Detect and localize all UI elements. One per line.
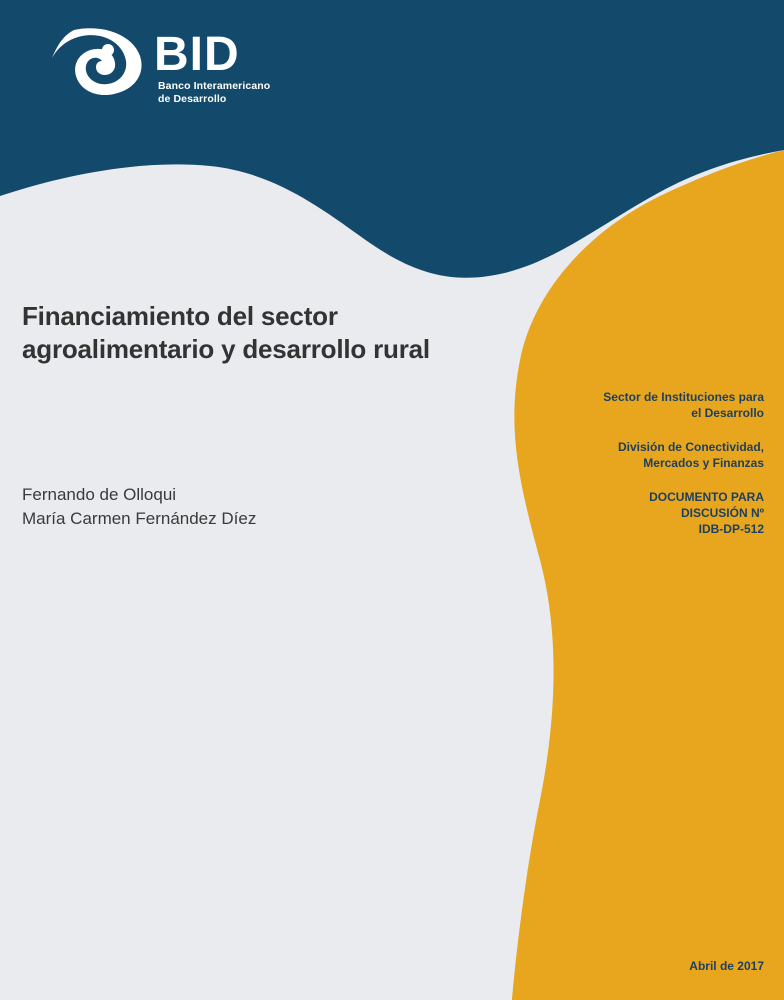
doc-type-line2: DISCUSIÓN Nº xyxy=(680,506,764,520)
sector-block xyxy=(524,389,764,421)
sector-line2: el Desarrollo xyxy=(691,406,764,420)
publication-date: Abril de 2017 xyxy=(689,959,764,973)
document-number-block xyxy=(524,489,764,537)
doc-type-line1: DOCUMENTO PARA xyxy=(649,490,764,504)
author-list xyxy=(22,483,462,531)
author-name: Fernando de Olloqui xyxy=(22,485,177,504)
author-name: María Carmen Fernández Díez xyxy=(22,509,257,528)
doc-number: IDB-DP-512 xyxy=(698,522,764,536)
page-title: Financiamiento del sector agroalimentario y desarrollo rural xyxy=(22,301,430,364)
logo-institution-name xyxy=(158,80,270,105)
logo-name-line2: de Desarrollo xyxy=(158,92,227,105)
idb-logo xyxy=(36,18,336,118)
division-block xyxy=(524,439,764,471)
svg-text:BID: BID xyxy=(154,28,240,81)
division-line1: División de Conectividad, xyxy=(617,440,764,454)
logo-name-line1: Banco Interamericano xyxy=(158,80,271,92)
document-metadata xyxy=(524,389,764,537)
division-line2: Mercados y Finanzas xyxy=(643,456,764,470)
sector-line1: Sector de Instituciones para xyxy=(603,390,764,404)
